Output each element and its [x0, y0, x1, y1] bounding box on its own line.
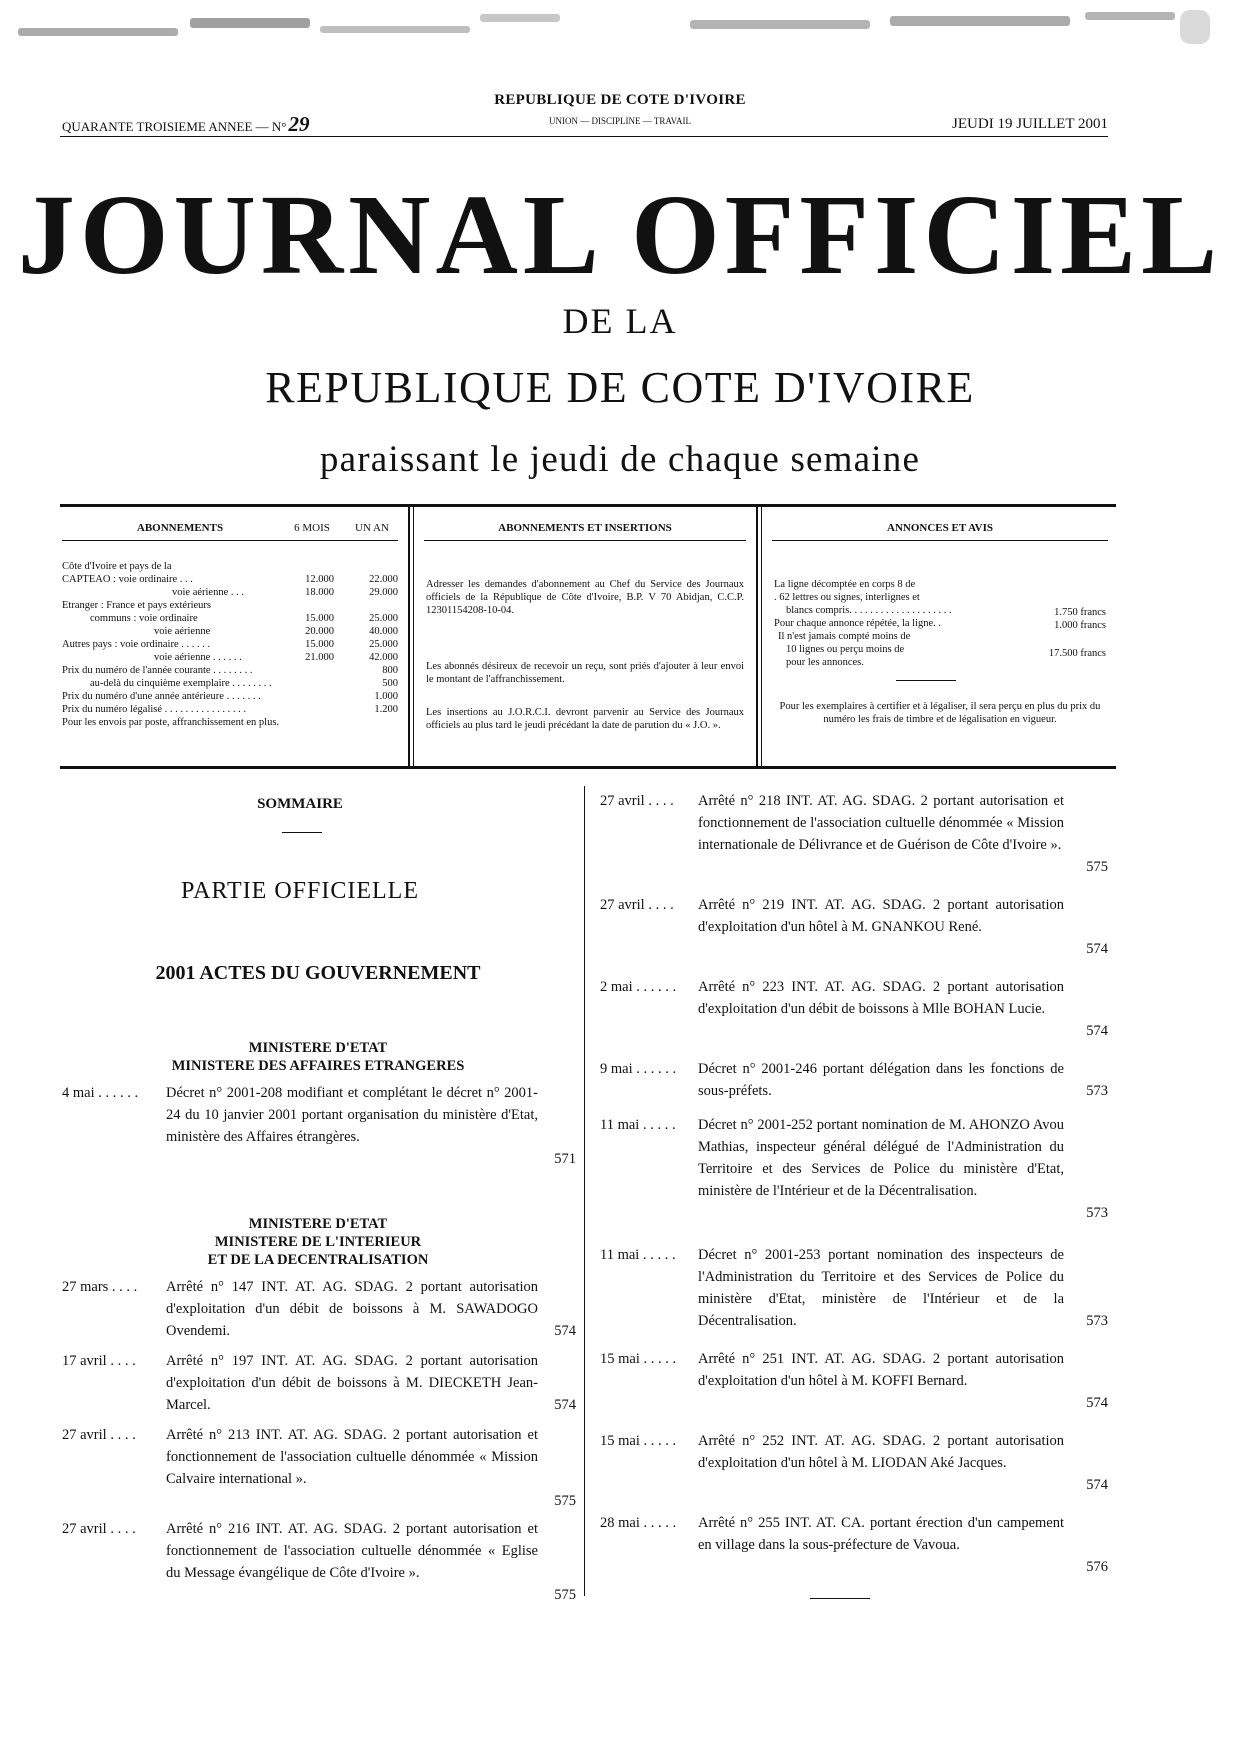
sommaire-entry — [600, 976, 1108, 1044]
annonces-price-1: 1.750 francs — [1054, 607, 1106, 618]
sommaire-entry — [600, 1244, 1108, 1336]
issue-number: 29 — [288, 112, 310, 136]
entry-page: 573 — [1086, 1083, 1108, 1099]
sommaire-entry — [600, 1348, 1108, 1416]
masthead-republic: REPUBLIQUE DE COTE D'IVOIRE — [265, 363, 975, 412]
entry-text: Arrêté n° 251 INT. AT. AG. SDAG. 2 portant autorisation d'exploitation d'un hôtel à M. KOFFI Bernard. — [698, 1351, 1064, 1389]
abonnement-row: Prix du numéro d'une année antérieure . . . . . . . 1.000 — [62, 691, 398, 702]
entry-page: 574 — [1086, 941, 1108, 957]
entry-page: 574 — [1086, 1477, 1108, 1493]
masthead-de-la: DE LA — [562, 301, 678, 341]
insertions-head-rule — [424, 540, 746, 541]
entry-date: 4 mai . . . . . . — [62, 1085, 139, 1101]
ministry-2-line-1: MINISTERE D'ETAT — [248, 1216, 388, 1232]
entry-text: Arrêté n° 219 INT. AT. AG. SDAG. 2 portant autorisation d'exploitation d'un hôtel à M. GNANKOU René. — [698, 897, 1064, 935]
annonces-line-5: Il n'est jamais compté moins de — [778, 631, 911, 642]
abonnement-row: Etranger : France et pays extérieurs — [62, 600, 211, 611]
insertions-para-2: Les abonnés désireux de recevoir un reçu, sont priés d'ajouter à leur envoi le montant de l'affranchissement. — [426, 661, 744, 685]
abonnement-row: Prix du numéro de l'année courante . . . . . . . . 800 — [62, 665, 398, 676]
abonnement-row: Prix du numéro légalisé . . . . . . . . . . . . . . . . 1.200 — [62, 704, 398, 715]
ministry-2-line-3: ET DE LA DECENTRALISATION — [207, 1252, 429, 1268]
issue-number-block — [62, 112, 310, 137]
insertions-title: ABONNEMENTS ET INSERTIONS — [498, 522, 672, 534]
annonces-para-2: Pour les exemplaires à certifier et à légaliser, il sera perçu en plus du prix du numéro les frais de timbre et de légalisation en vigueur. — [779, 701, 1101, 725]
entry-text: Arrêté n° 197 INT. AT. AG. SDAG. 2 portant autorisation d'exploitation d'un débit de boissons à M. DIECKETH Jean-Marcel. — [166, 1353, 538, 1413]
insertions-para-3: Les insertions au J.O.R.C.I. devront parvenir au Service des Journaux officiels au plus tard le jeudi précédant la date de parution du « J.O. ». — [426, 707, 744, 731]
entry-page: 575 — [554, 1587, 576, 1603]
abonnement-row: Autres pays : voie ordinaire . . . . . . 15.000 25.000 — [62, 639, 398, 650]
box-divider-1 — [408, 507, 410, 766]
ministry-1-line-1: MINISTERE D'ETAT — [248, 1040, 388, 1056]
abonnement-row: Pour les envois par poste, affranchissement en plus. — [62, 717, 280, 728]
sommaire-entry — [600, 1430, 1108, 1498]
entry-page: 574 — [554, 1323, 576, 1339]
entry-page: 575 — [554, 1493, 576, 1509]
insertions-para-1: Adresser les demandes d'abonnement au Chef du Service des Journaux officiels de la République de Côte d'Ivoire, B.P. V 70 Abidjan, C.C.P. 12301154208-10-04. — [426, 579, 744, 616]
entry-text: Décret n° 2001-252 portant nomination de M. AHONZO Avou Mathias, inspecteur général délégué de l'Administration du Territoire et des Services de Police du ministère d'Etat, ministère de l'Intérieur et de la Décentralisation. — [698, 1117, 1064, 1199]
annonces-line-3: blancs compris. . . . . . . . . . . . . . . . . . . . — [786, 605, 952, 616]
sommaire-entry — [62, 1424, 576, 1514]
abonnement-row: communs : voie ordinaire 15.000 25.000 — [90, 613, 398, 624]
entry-page: 571 — [554, 1151, 576, 1167]
abonnement-row: voie aérienne 20.000 40.000 — [154, 626, 398, 637]
sommaire-entry — [62, 1518, 576, 1608]
entry-text: Décret n° 2001-208 modifiant et complétant le décret n° 2001-24 du 10 janvier 2001 portant organisation du ministère d'Etat, ministère des Affaires étrangères. — [166, 1085, 538, 1145]
sommaire-title: SOMMAIRE — [257, 796, 343, 812]
entry-page: 574 — [1086, 1023, 1108, 1039]
annonces-divider — [896, 680, 956, 681]
abonnements-col-1an: UN AN — [355, 522, 389, 534]
entry-text: Arrêté n° 147 INT. AT. AG. SDAG. 2 portant autorisation d'exploitation d'un débit de boissons à M. SAWADOGO Ovendemi. — [166, 1279, 538, 1339]
entry-date: 15 mai . . . . . — [600, 1351, 677, 1367]
annonces-line-1: La ligne décomptée en corps 8 de — [774, 579, 916, 590]
entry-date: 15 mai . . . . . — [600, 1433, 677, 1449]
sommaire-entry — [62, 1350, 576, 1418]
entry-date: 27 avril . . . . — [62, 1521, 136, 1537]
entry-text: Arrêté n° 216 INT. AT. AG. SDAG. 2 portant autorisation et fonctionnement de l'association cultuelle dénommée « Eglise du Message évangélique de Côte d'Ivoire ». — [166, 1521, 538, 1581]
entry-date: 27 mars . . . . — [62, 1279, 138, 1295]
header-rule — [60, 136, 1108, 137]
abonnement-row: voie aérienne . . . . . . 21.000 42.000 — [154, 652, 398, 663]
abonnement-row: CAPTEAO : voie ordinaire . . . 12.000 22.000 — [62, 574, 398, 585]
issue-date: JEUDI 19 JUILLET 2001 — [952, 116, 1108, 132]
box-bottom-rule — [60, 766, 1116, 769]
box-divider-2 — [756, 507, 758, 766]
annonces-line-4: Pour chaque annonce répétée, la ligne. . — [774, 618, 942, 629]
ministry-2-line-2: MINISTERE DE L'INTERIEUR — [214, 1234, 422, 1250]
header-motto: UNION — DISCIPLINE — TRAVAIL — [548, 116, 691, 126]
annonces-title: ANNONCES ET AVIS — [887, 522, 993, 534]
entry-date: 9 mai . . . . . . — [600, 1061, 677, 1077]
entry-page: 573 — [1086, 1205, 1108, 1221]
entry-page: 573 — [1086, 1313, 1108, 1329]
entry-date: 27 avril . . . . — [600, 897, 674, 913]
entry-date: 28 mai . . . . . — [600, 1515, 677, 1531]
entry-text: Arrêté n° 223 INT. AT. AG. SDAG. 2 portant autorisation d'exploitation d'un débit de boissons à Mlle BOHAN Lucie. — [698, 979, 1064, 1017]
entry-date: 17 avril . . . . — [62, 1353, 136, 1369]
entry-date: 27 avril . . . . — [600, 793, 674, 809]
box-top-rule — [60, 504, 1116, 507]
box-divider-1b — [413, 507, 414, 766]
sommaire-entry — [600, 1058, 1108, 1106]
actes-heading: 2001 ACTES DU GOUVERNEMENT — [155, 962, 481, 984]
entry-page: 575 — [1086, 859, 1108, 875]
entry-date: 2 mai . . . . . . — [600, 979, 677, 995]
sommaire-entry — [600, 894, 1108, 962]
masthead-parution: paraissant le jeudi de chaque semaine — [319, 439, 921, 480]
entry-page: 576 — [1086, 1559, 1108, 1575]
sommaire-entry — [62, 1082, 576, 1174]
sommaire-entry — [62, 1276, 576, 1344]
annonces-head-rule — [772, 540, 1108, 541]
abonnements-title: ABONNEMENTS — [136, 522, 224, 534]
sommaire-column-divider — [584, 786, 585, 1596]
ministry-1-line-2: MINISTERE DES AFFAIRES ETRANGERES — [171, 1058, 465, 1074]
entry-text: Arrêté n° 218 INT. AT. AG. SDAG. 2 portant autorisation et fonctionnement de l'association cultuelle dénommée « Mission internationale de Délivrance et de Guérison de Côte d'Ivoire ». — [698, 793, 1064, 853]
partie-officielle: PARTIE OFFICIELLE — [180, 878, 419, 904]
header-republic: REPUBLIQUE DE COTE D'IVOIRE — [494, 92, 746, 108]
issue-year-label: QUARANTE TROISIEME ANNEE — N° — [62, 119, 287, 134]
entry-page: 574 — [554, 1397, 576, 1413]
box-divider-2b — [761, 507, 762, 766]
masthead-title: JOURNAL OFFICIEL — [17, 171, 1223, 298]
entry-text: Arrêté n° 213 INT. AT. AG. SDAG. 2 portant autorisation et fonctionnement de l'association cultuelle dénommée « Mission Calvaire international ». — [166, 1427, 538, 1487]
entry-date: 11 mai . . . . . — [600, 1247, 676, 1263]
sommaire-entry — [600, 1512, 1108, 1580]
entry-text: Arrêté n° 255 INT. AT. CA. portant érection d'un campement en village dans la sous-préfecture de Vavoua. — [698, 1515, 1064, 1553]
sommaire-rule — [282, 832, 322, 833]
annonces-price-3: 17.500 francs — [1048, 648, 1106, 659]
entry-text: Décret n° 2001-246 portant délégation dans les fonctions de sous-préfets. — [698, 1061, 1064, 1099]
entry-text: Décret n° 2001-253 portant nomination des inspecteurs de l'Administration du Territoire et des Services de Police du ministère d'Etat, ministère de l'Intérieur et de la Décentralisation. — [698, 1247, 1064, 1329]
annonces-line-2: . 62 lettres ou signes, interlignes et — [774, 592, 920, 603]
abonnements-head-rule — [62, 540, 398, 541]
abonnements-col-6mois: 6 MOIS — [294, 522, 330, 534]
annonces-price-2: 1.000 francs — [1054, 620, 1106, 631]
abonnement-row: voie aérienne . . . 18.000 29.000 — [172, 587, 398, 598]
abonnement-row: Côte d'Ivoire et pays de la — [62, 561, 172, 572]
annonces-line-6: 10 lignes ou perçu moins de — [786, 644, 905, 655]
scan-noise-top — [0, 0, 1240, 60]
abonnement-row: au-delà du cinquième exemplaire . . . . . . . . 500 — [90, 678, 398, 689]
entry-date: 11 mai . . . . . — [600, 1117, 676, 1133]
entry-date: 27 avril . . . . — [62, 1427, 136, 1443]
sommaire-entry — [600, 790, 1108, 882]
sommaire-end-rule — [810, 1598, 870, 1599]
entry-text: Arrêté n° 252 INT. AT. AG. SDAG. 2 portant autorisation d'exploitation d'un hôtel à M. LIODAN Aké Jacques. — [698, 1433, 1064, 1471]
entry-page: 574 — [1086, 1395, 1108, 1411]
sommaire-entry — [600, 1114, 1108, 1230]
annonces-line-7: pour les annonces. — [786, 657, 864, 668]
